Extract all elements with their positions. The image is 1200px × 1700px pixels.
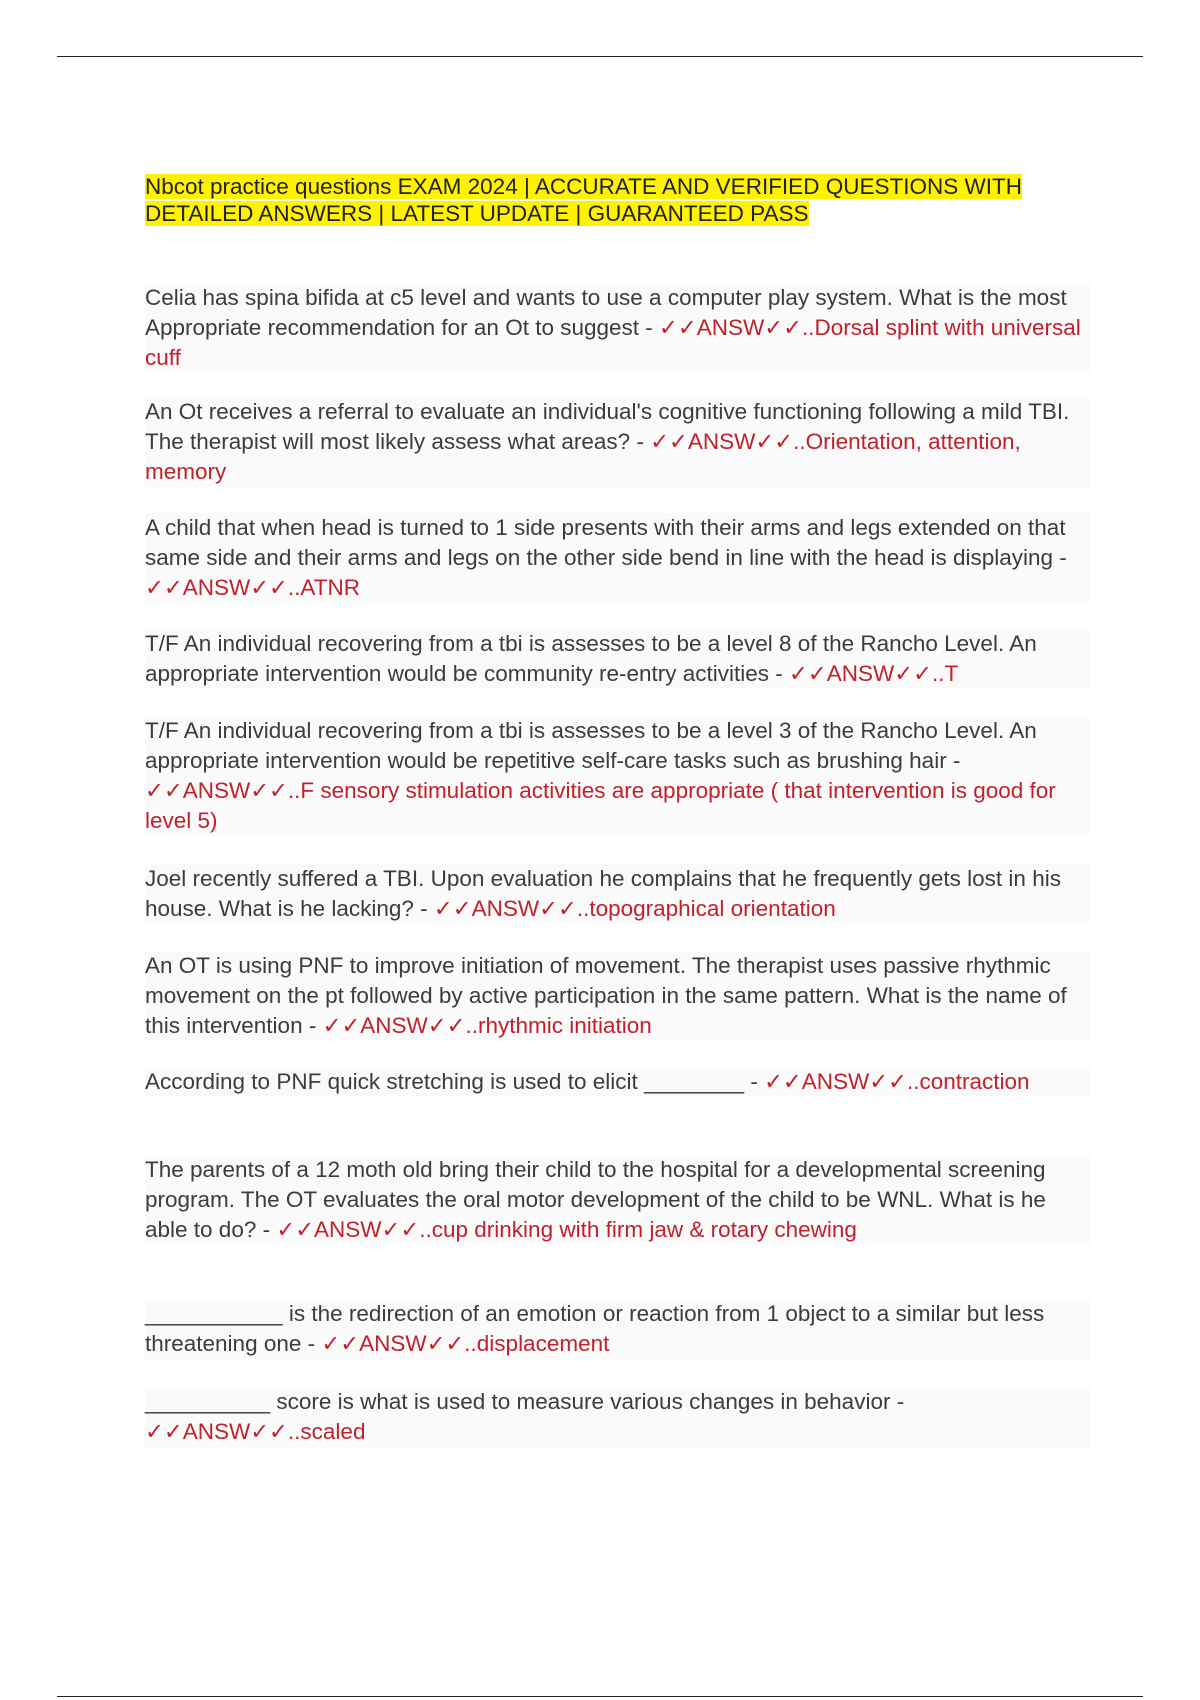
qa-item-3 [145,513,1090,603]
answer-text: ✓✓ANSW✓✓..rhythmic initiation [322,1013,652,1038]
top-rule [57,56,1143,57]
qa-item-8 [145,1067,1090,1097]
question-text: An Ot receives a referral to evaluate an individual's cognitive functioning following a mild TBI. The therapist will most likely assess what areas? - [145,399,1070,454]
qa-item-1 [145,283,1090,373]
qa-item-5 [145,716,1090,836]
answer-text: ✓✓ANSW✓✓..F sensory stimulation activities are appropriate ( that intervention is good for level 5) [145,778,1056,833]
qa-item-10 [145,1299,1090,1359]
question-text: Celia has spina bifida at c5 level and wants to use a computer play system. What is the most Appropriate recommendation for an Ot to suggest - [145,285,1067,340]
qa-item-6 [145,864,1090,924]
qa-item-9 [145,1155,1090,1245]
question-text: According to PNF quick stretching is used to elicit ________ - [145,1069,765,1094]
question-text: __________ score is what is used to measure various changes in behavior - [145,1389,905,1414]
answer-text: ✓✓ANSW✓✓..Orientation, attention, memory [145,429,1021,484]
answer-text: ✓✓ANSW✓✓..scaled [145,1419,366,1444]
question-text: ___________ is the redirection of an emotion or reaction from 1 object to a similar but less threatening one - [145,1301,1045,1356]
bottom-rule [57,1696,1143,1697]
question-text: T/F An individual recovering from a tbi is assesses to be a level 3 of the Rancho Level. An appropriate intervention would be repetitive self-care tasks such as brushing hair - [145,718,1037,773]
answer-text: ✓✓ANSW✓✓..T [789,661,959,686]
question-text: Joel recently suffered a TBI. Upon evaluation he complains that he frequently gets lost in his house. What is he lacking? - [145,866,1061,921]
answer-text: ✓✓ANSW✓✓..contraction [764,1069,1030,1094]
question-text: A child that when head is turned to 1 side presents with their arms and legs extended on that same side and their arms and legs on the other side bend in line with the head is displaying - [145,515,1067,570]
title-highlight-part1: Nbcot practice questions [145,174,392,199]
document-title [145,173,1045,227]
answer-text: ✓✓ANSW✓✓..ATNR [145,575,360,600]
qa-item-11 [145,1387,1090,1447]
question-text: T/F An individual recovering from a tbi is assesses to be a level 8 of the Rancho Level. An appropriate intervention would be community re-entry activities - [145,631,1037,686]
qa-item-7 [145,951,1090,1041]
answer-text: ✓✓ANSW✓✓..Dorsal splint with universal cuff [145,315,1081,370]
answer-text: ✓✓ANSW✓✓..cup drinking with firm jaw & rotary chewing [276,1217,857,1242]
answer-text: ✓✓ANSW✓✓..displacement [321,1331,610,1356]
question-text: An OT is using PNF to improve initiation of movement. The therapist uses passive rhythmic movement on the pt followed by active participation in the same pattern. What is the name of this intervention - [145,953,1067,1038]
qa-item-2 [145,397,1090,487]
title-highlight-part2: EXAM 2024 | ACCURATE AND VERIFIED QUESTIONS WITH DETAILED ANSWERS | LATEST UPDATE | GUARANTEED PASS [145,174,1022,226]
answer-text: ✓✓ANSW✓✓..topographical orientation [433,896,836,921]
qa-item-4 [145,629,1090,689]
question-text: The parents of a 12 moth old bring their child to the hospital for a developmental screening program. The OT evaluates the oral motor development of the child to be WNL. What is he able to do? - [145,1157,1046,1242]
